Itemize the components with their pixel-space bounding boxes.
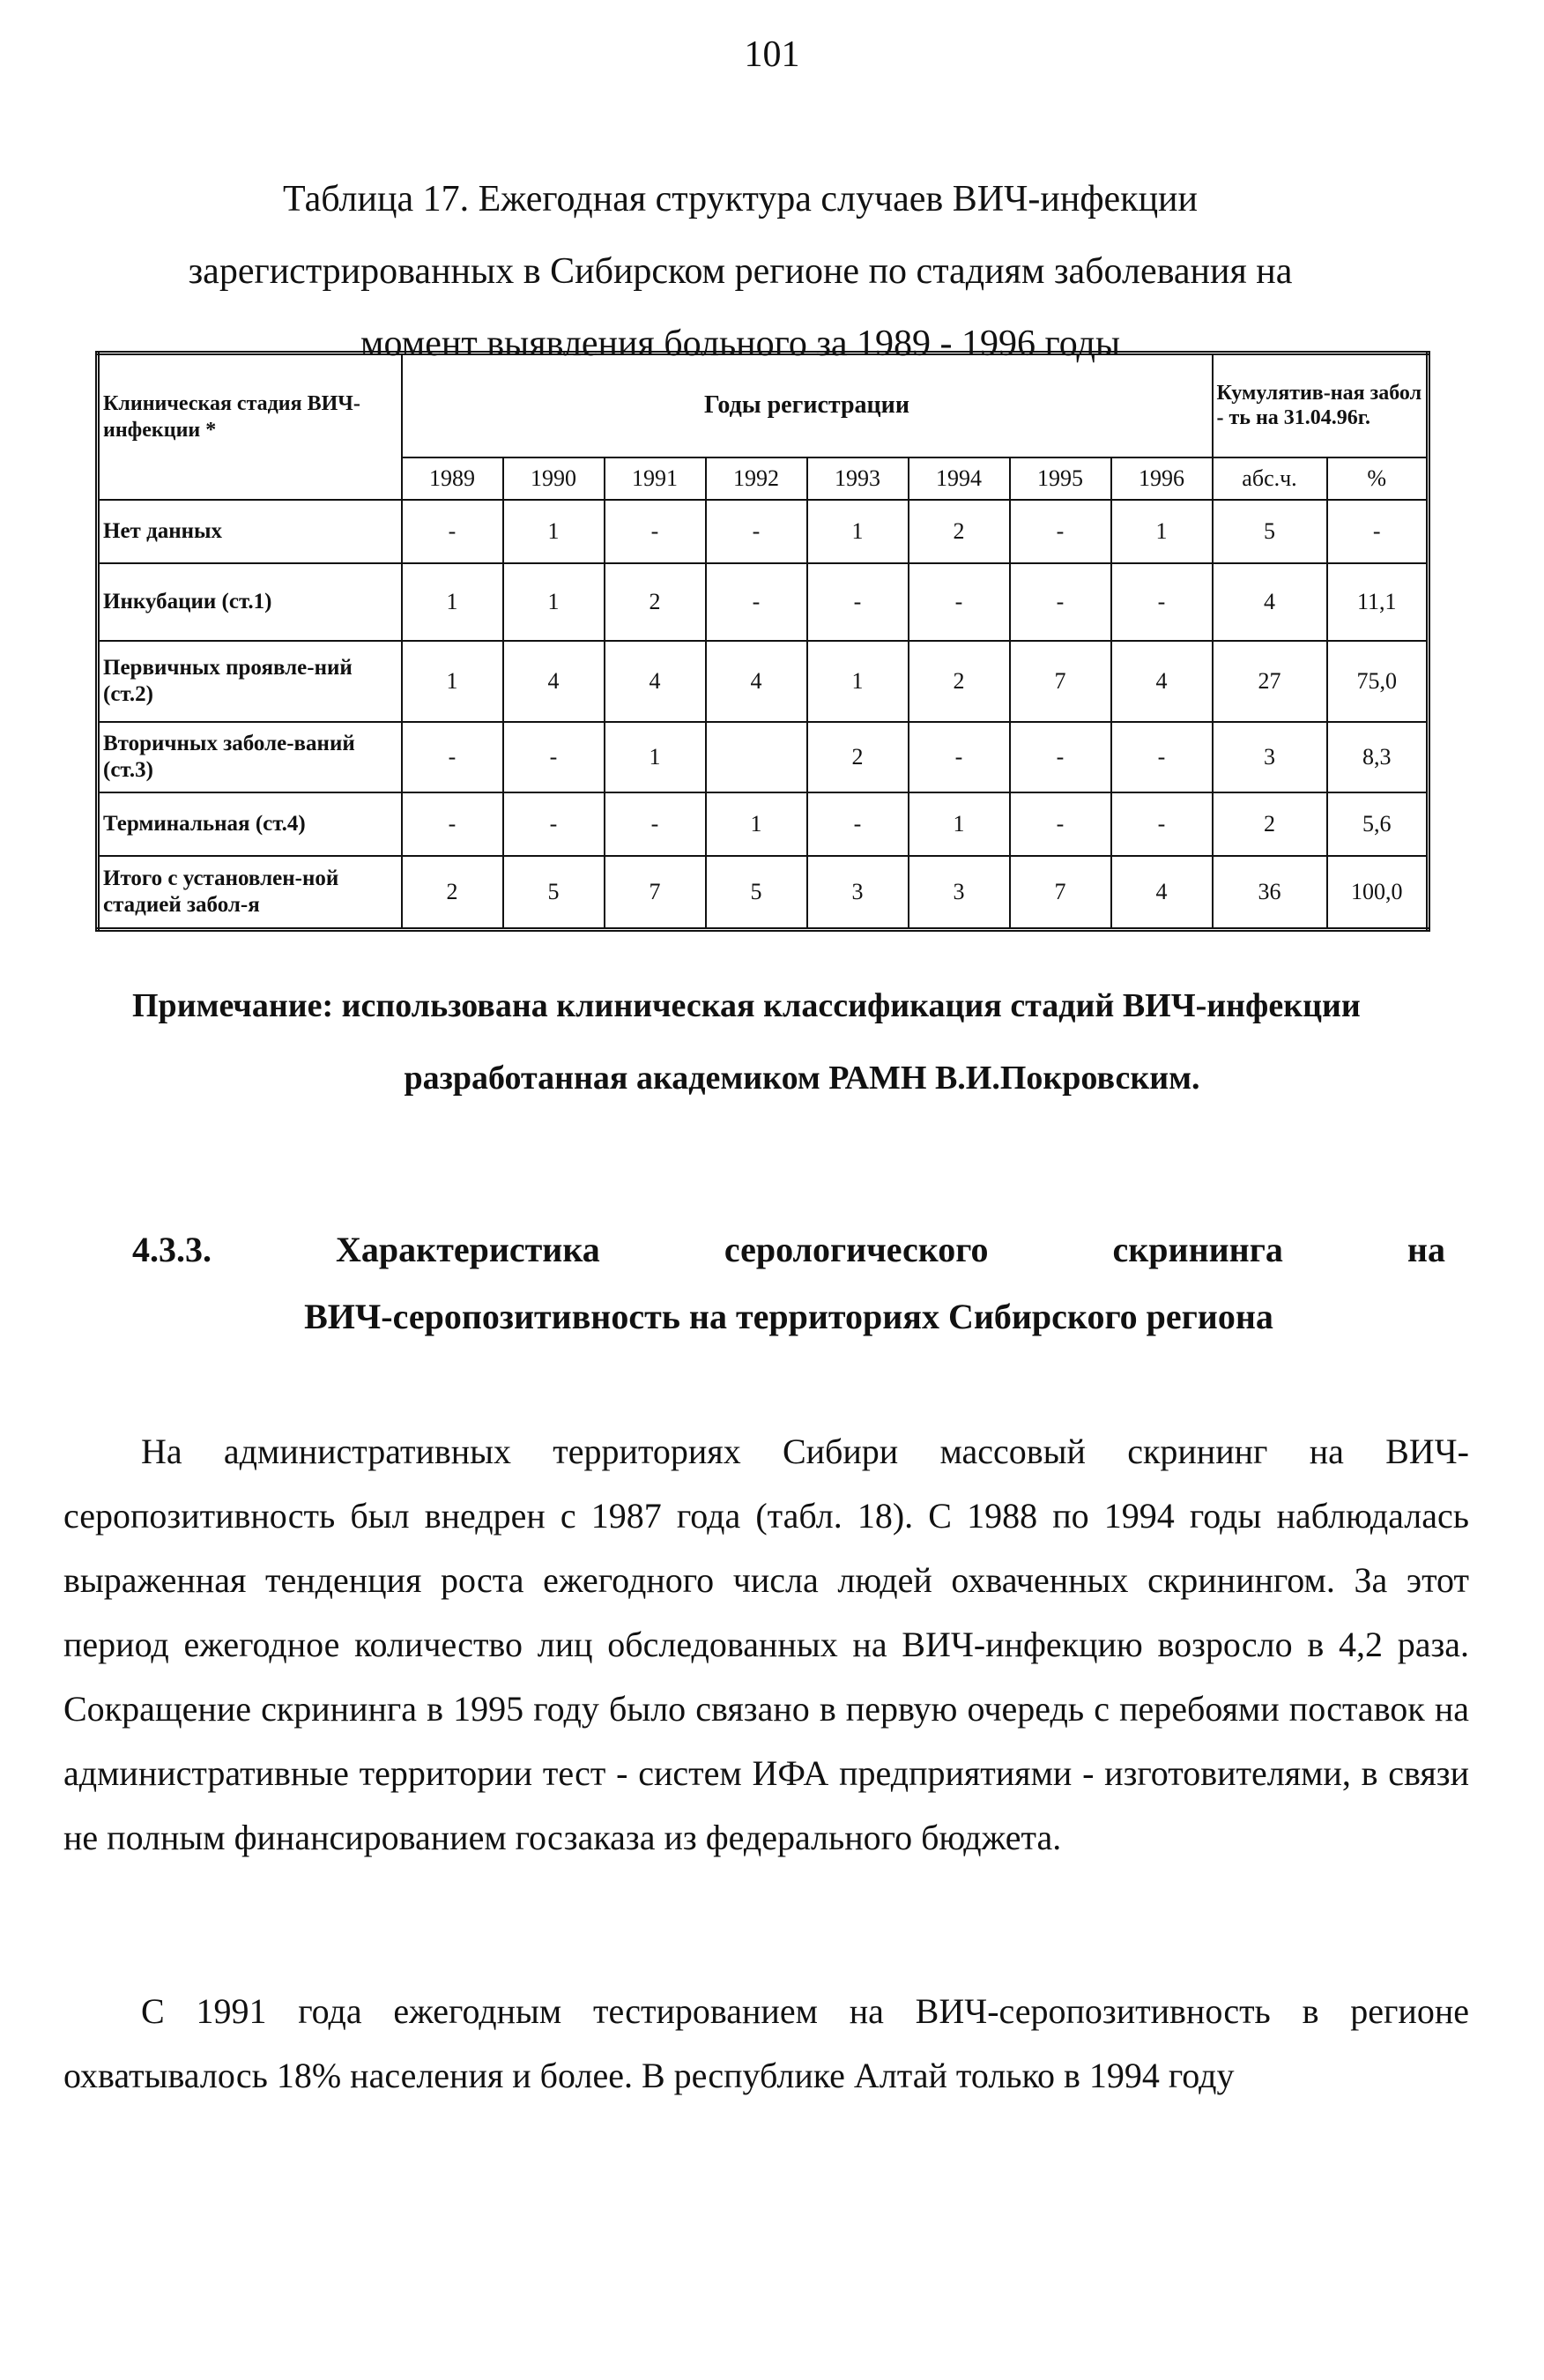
table-cell: 7 [1010,641,1111,722]
table-row [98,792,1429,856]
section-heading [132,1216,1445,1350]
table-cell: 5 [503,856,605,930]
table-cell: - [1111,563,1213,641]
stage-column-header: Клиническая стадия ВИЧ-инфекции * [98,353,402,500]
years-column-header: Годы регистрации [402,353,1213,457]
table-cell: 4 [503,641,605,722]
table-cell: - [1010,722,1111,792]
table-cell: 2 [909,500,1010,563]
body-paragraph: На административных территориях Сибири массовый скрининг на ВИЧ-серопозитивность был внедрен с 1987 года (табл. 18). С 1988 по 1994 годы наблюдалась выраженная тенденция роста ежегодного числа людей охваченных скринингом. За этот период ежегодное количество лиц обследованных на ВИЧ-инфекцию возросло в 4,2 раза. Сокращение скрининга в 1995 году было связано в первую очередь с перебоями поставок на административные территории тест - систем ИФА предприятиями - изготовителями, в связи не полным финансированием госзаказа из федерального бюджета. [63,1432,1469,1857]
table-cell: 5 [706,856,807,930]
year-header: 1990 [503,457,605,500]
year-header: 1993 [807,457,909,500]
table-title-line: зарегистрированных в Сибирском регионе по стадиям заболевания на [188,251,1293,292]
table-title [132,163,1348,380]
year-header: 1994 [909,457,1010,500]
table-cell: 1 [1111,500,1213,563]
section-number: 4.3.3. [132,1230,212,1269]
table-cell: - [807,563,909,641]
table-cell: 27 [1213,641,1327,722]
table-cell: - [402,722,503,792]
table-cell: - [807,792,909,856]
table-cell: - [1010,792,1111,856]
table-cell: 4 [706,641,807,722]
table-cell: 4 [1111,856,1213,930]
table-title-line: Таблица 17. Ежегодная структура случаев ВИЧ-инфекции [282,179,1199,219]
body-paragraph: С 1991 года ежегодным тестированием на ВИЧ-серопозитивность в регионе охватывалось 18% населения и более. В республике Алтай только в 1994 году [63,1991,1469,2095]
table-row [98,856,1429,930]
table-cell: 36 [1213,856,1327,930]
table-cell: 2 [402,856,503,930]
row-label: Вторичных заболе-ваний (ст.3) [98,722,402,792]
table-row [98,563,1429,641]
note-line: разработанная академиком РАМН В.И.Покровским. [404,1060,1200,1097]
table-cell: 5,6 [1327,792,1429,856]
table-cell: - [909,563,1010,641]
table-cell: 5 [1213,500,1327,563]
row-label: Терминальная (ст.4) [98,792,402,856]
table-cell: - [1111,722,1213,792]
table-cell: - [402,792,503,856]
hiv-stage-table [95,351,1430,932]
table-cell: - [909,722,1010,792]
table-cell: 1 [807,500,909,563]
table-cell: 1 [605,722,706,792]
table-cell: 3 [807,856,909,930]
table-cell: - [706,563,807,641]
table-row [98,641,1429,722]
table-cell: 7 [605,856,706,930]
note-line: Примечание: использована клиническая классификация стадий ВИЧ-инфекции [132,987,1361,1024]
table-cell: 3 [1213,722,1327,792]
table-cell: 4 [605,641,706,722]
year-header: 1992 [706,457,807,500]
table-cell: - [706,500,807,563]
pct-header: % [1327,457,1429,500]
year-header: 1996 [1111,457,1213,500]
table-cell: - [1010,500,1111,563]
table-cell: - [1327,500,1429,563]
table-cell: - [605,500,706,563]
table-cell: 1 [503,563,605,641]
table-row [98,722,1429,792]
section-word: Характеристика [336,1230,600,1269]
year-header: 1989 [402,457,503,500]
table-cell: 1 [706,792,807,856]
table-cell: - [1010,563,1111,641]
row-label: Первичных проявле-ний (ст.2) [98,641,402,722]
table-cell: 2 [1213,792,1327,856]
table-cell [706,722,807,792]
table-cell: 1 [503,500,605,563]
row-label: Инкубации (ст.1) [98,563,402,641]
row-label: Нет данных [98,500,402,563]
table-cell: - [1111,792,1213,856]
year-header: 1995 [1010,457,1111,500]
table-cell: 1 [807,641,909,722]
table-cell: - [503,722,605,792]
table-cell: 75,0 [1327,641,1429,722]
section-word: серологического [724,1230,989,1269]
section-heading-line-2: ВИЧ-серопозитивность на территориях Сибирского региона [304,1297,1273,1336]
section-word: скрининга [1112,1230,1283,1269]
table-cell: 1 [402,641,503,722]
section-word: на [1407,1230,1445,1269]
table-cell: 2 [605,563,706,641]
table-cell: - [503,792,605,856]
table-cell: 4 [1111,641,1213,722]
table-cell: 3 [909,856,1010,930]
row-label: Итого с установлен-ной стадией забол-я [98,856,402,930]
table-note [132,970,1472,1114]
table-row [98,500,1429,563]
page-number: 101 [744,34,800,75]
table-cell: 2 [807,722,909,792]
cumulative-column-header: Кумулятив-ная забол - ть на 31.04.96г. [1213,353,1429,457]
year-header: 1991 [605,457,706,500]
table-cell: 1 [402,563,503,641]
table-title-line: момент выявления больного за 1989 - 1996 годы [360,324,1121,364]
abs-header: абс.ч. [1213,457,1327,500]
table-cell: 11,1 [1327,563,1429,641]
table-cell: - [402,500,503,563]
table-cell: 100,0 [1327,856,1429,930]
table-cell: 2 [909,641,1010,722]
table-cell: - [605,792,706,856]
table-cell: 4 [1213,563,1327,641]
table-cell: 1 [909,792,1010,856]
section-heading-line-1 [132,1216,1445,1283]
table-cell: 7 [1010,856,1111,930]
table-cell: 8,3 [1327,722,1429,792]
